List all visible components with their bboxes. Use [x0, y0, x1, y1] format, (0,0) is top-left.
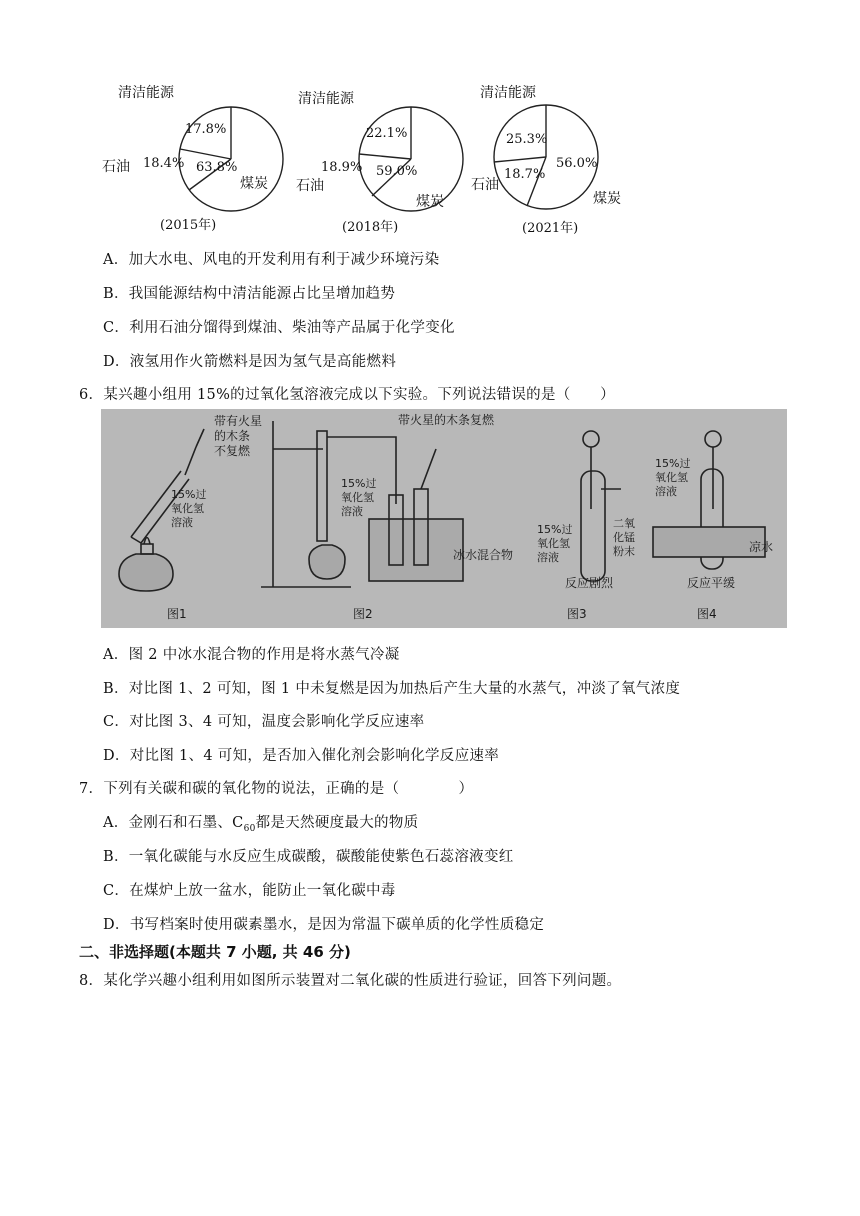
- fig2-solution-line3: 溶液: [341, 505, 363, 518]
- pie-label-clean: 清洁能源: [480, 85, 536, 101]
- fig1-label-line2: 的木条: [214, 429, 251, 443]
- fig3-solution-line3: 溶液: [537, 551, 559, 564]
- q5-option-d: D．液氢用作火箭燃料是因为氢气是高能燃料: [103, 354, 397, 370]
- fig4-solution-line2: 氧化氢: [655, 471, 688, 484]
- pie-label-oil: 石油: [102, 159, 130, 175]
- fig3-mno2-line1: 二氧: [613, 517, 635, 530]
- pie-value-clean: 22.1%: [366, 126, 408, 141]
- pie-chart-2015: [102, 84, 283, 233]
- experiment-photo: [101, 409, 787, 628]
- fig3-mno2-line2: 化锰: [613, 531, 635, 544]
- fig1-solution-line2: 氧化氢: [171, 502, 204, 515]
- pie-value-oil: 18.9%: [321, 160, 363, 175]
- pie-value-coal: 56.0%: [556, 156, 598, 171]
- pie-year-caption: (2018年): [342, 220, 399, 235]
- fig1-solution-line3: 溶液: [171, 516, 193, 529]
- fig4-water-label: 凉水: [749, 540, 774, 554]
- pie-chart-2021: [471, 84, 621, 236]
- pie-year-caption: (2021年): [522, 221, 579, 236]
- pie-chart-2018: [296, 90, 463, 235]
- fig1-solution-line1: 15%过: [171, 488, 207, 501]
- q7-option-a: [103, 811, 418, 834]
- fig1-label-line3: 不复燃: [214, 444, 251, 458]
- pie-value-clean: 25.3%: [506, 132, 548, 147]
- pie-label-oil: 石油: [471, 177, 499, 193]
- fig4-solution-line3: 溶液: [655, 485, 677, 498]
- pie-label-coal: 煤炭: [240, 176, 268, 192]
- energy-pie-charts: [88, 75, 648, 240]
- q7-option-a-subscript: 60: [243, 823, 256, 834]
- fig3-solution-line1: 15%过: [537, 523, 573, 536]
- pie-label-clean: 清洁能源: [118, 85, 174, 101]
- pie-value-coal: 59.0%: [376, 164, 418, 179]
- q7-option-a-prefix: A．金刚石和石墨、C: [103, 815, 244, 831]
- fig3-caption: 图3: [567, 607, 587, 621]
- fig2-solution-line2: 氧化氢: [341, 491, 374, 504]
- q7-option-c: C．在煤炉上放一盆水，能防止一氧化碳中毒: [103, 883, 396, 899]
- pie-label-coal: 煤炭: [416, 194, 444, 210]
- fig2-caption: 图2: [353, 607, 373, 621]
- pie-value-coal: 63.8%: [196, 160, 238, 175]
- pie-label-coal: 煤炭: [593, 191, 621, 207]
- q7-option-d: D．书写档案时使用碳素墨水，是因为常温下碳单质的化学性质稳定: [103, 917, 545, 933]
- q5-option-b: B．我国能源结构中清洁能源占比呈增加趋势: [103, 286, 396, 302]
- pie-value-oil: 18.4%: [143, 156, 185, 171]
- q6-option-a: A．图 2 中冰水混合物的作用是将水蒸气冷凝: [103, 647, 400, 663]
- fig4-solution-line1: 15%过: [655, 457, 691, 470]
- q5-option-a: A．加大水电、风电的开发利用有利于减少环境污染: [103, 252, 440, 268]
- fig1-caption: 图1: [167, 607, 187, 621]
- pie-year-caption: (2015年): [160, 218, 217, 233]
- fig2-solution-line1: 15%过: [341, 477, 377, 490]
- pie-value-oil: 18.7%: [504, 167, 546, 182]
- q6-stem: 6．某兴趣小组用 15%的过氧化氢溶液完成以下实验。下列说法错误的是（ ）: [79, 387, 615, 403]
- fig2-top-label: 带火星的木条复燃: [398, 413, 495, 427]
- pie-label-clean: 清洁能源: [298, 91, 354, 107]
- fig4-caption: 图4: [697, 607, 717, 621]
- q7-option-b: B．一氧化碳能与水反应生成碳酸，碳酸能使紫色石蕊溶液变红: [103, 849, 514, 865]
- fig2-ice-label: 冰水混合物: [453, 548, 514, 562]
- fig3-result: 反应剧烈: [565, 576, 614, 590]
- q5-option-c: C．利用石油分馏得到煤油、柴油等产品属于化学变化: [103, 320, 455, 336]
- q8-stem: 8．某化学兴趣小组利用如图所示装置对二氧化碳的性质进行验证，回答下列问题。: [79, 973, 622, 989]
- q6-option-b: B．对比图 1、2 可知，图 1 中未复燃是因为加热后产生大量的水蒸气，冲淡了氧气浓度: [103, 681, 681, 697]
- fig1-label-line1: 带有火星: [214, 414, 263, 428]
- q6-option-c: C．对比图 3、4 可知，温度会影响化学反应速率: [103, 714, 425, 730]
- fig3-mno2-line3: 粉末: [613, 545, 635, 558]
- experiment-diagram: [101, 409, 787, 628]
- q7-stem: 7．下列有关碳和碳的氧化物的说法，正确的是（ ）: [79, 781, 474, 797]
- fig3-solution-line2: 氧化氢: [537, 537, 570, 550]
- fig4-result: 反应平缓: [687, 576, 736, 590]
- q6-option-d: D．对比图 1、4 可知，是否加入催化剂会影响化学反应速率: [103, 748, 499, 764]
- pie-label-oil: 石油: [296, 178, 324, 194]
- pie-value-clean: 17.8%: [185, 122, 227, 137]
- q7-option-a-suffix: 都是天然硬度最大的物质: [255, 815, 419, 831]
- section-heading: 二、非选择题(本题共 7 小题, 共 46 分): [79, 943, 351, 961]
